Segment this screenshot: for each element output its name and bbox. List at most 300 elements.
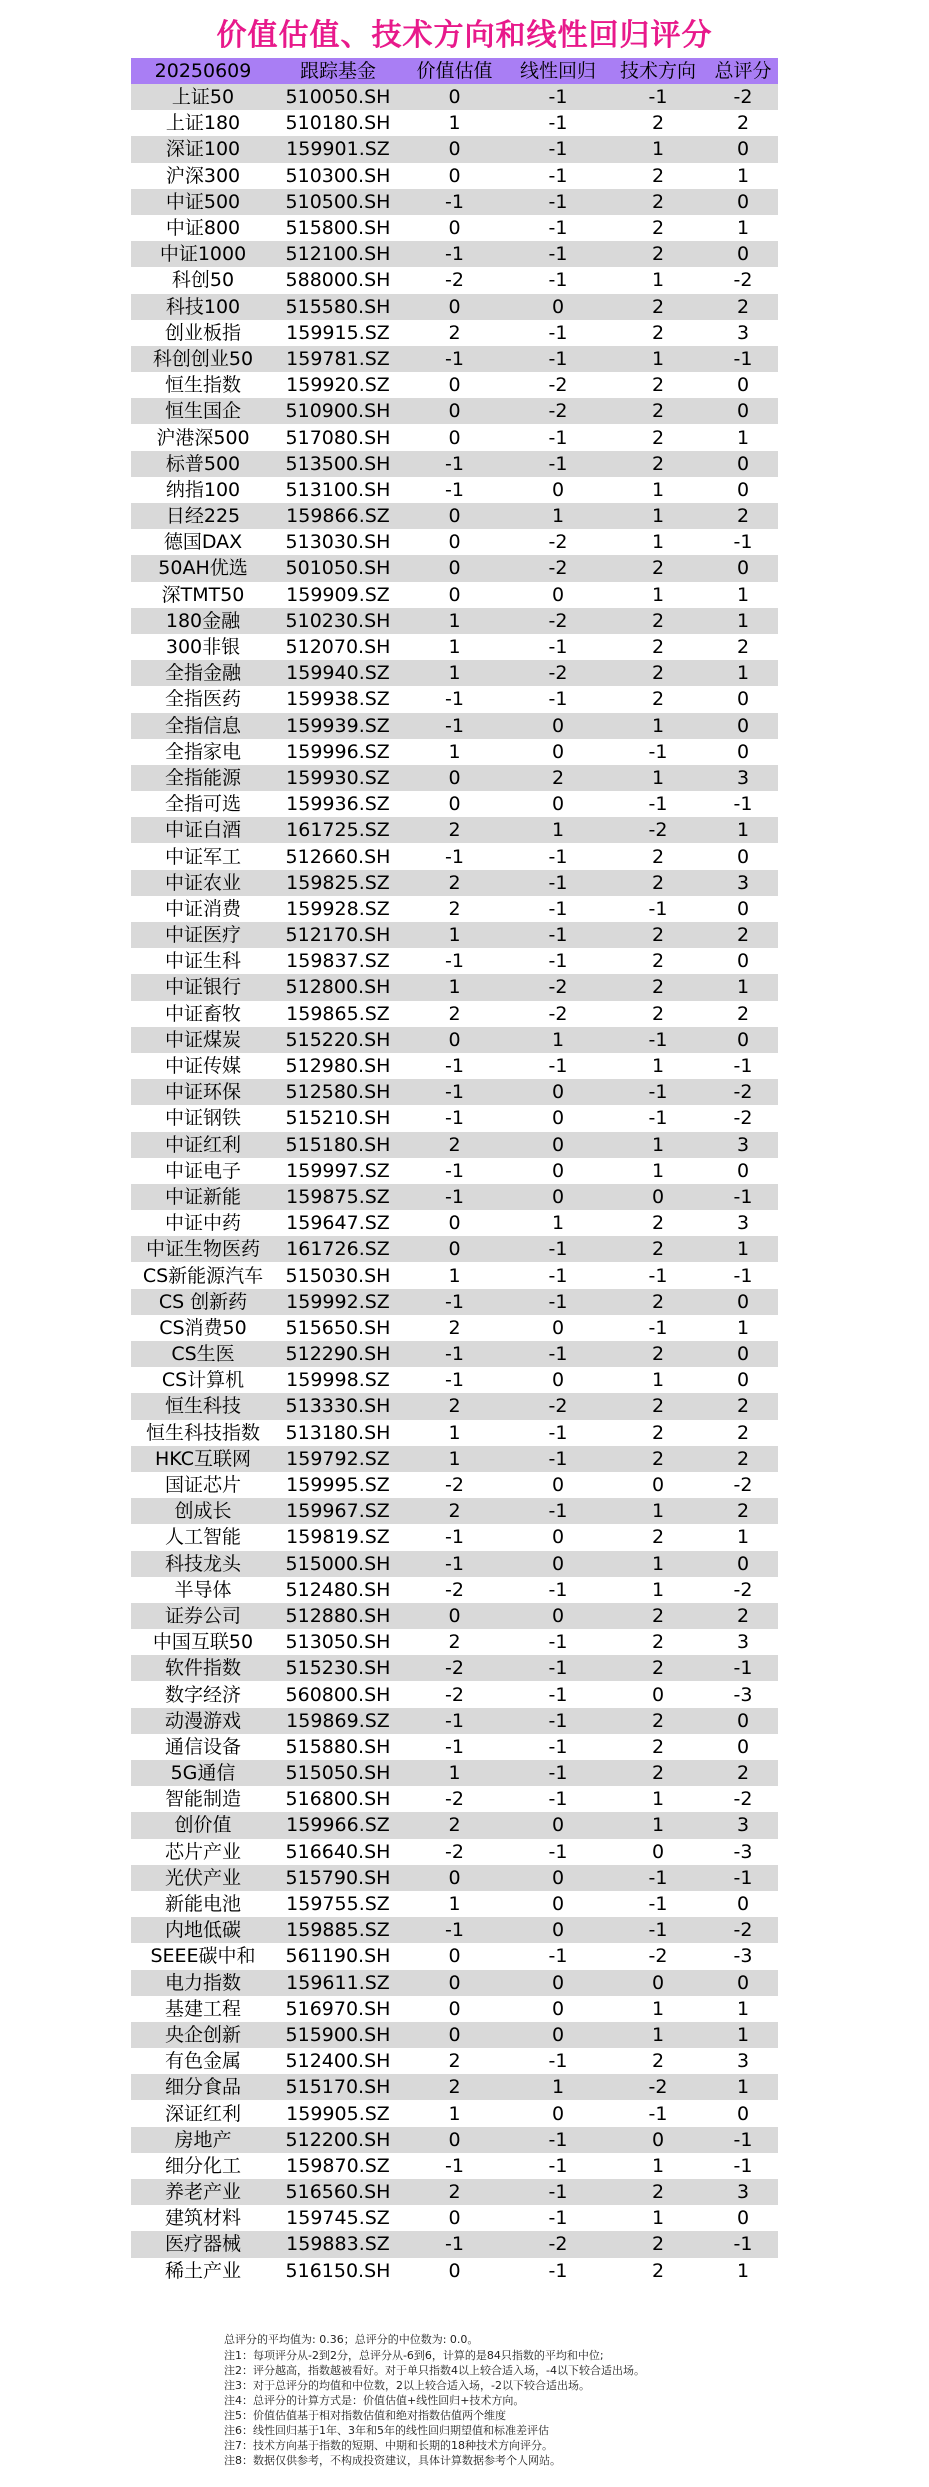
table-row: [131, 1105, 778, 1131]
valuation-cell: 2: [401, 1629, 508, 1655]
table-row: [131, 974, 778, 1000]
tech-direction-cell: 2: [608, 2048, 708, 2074]
tech-direction-cell: 1: [608, 503, 708, 529]
tech-direction-cell: 2: [608, 398, 708, 424]
fund-code-cell: 561190.SH: [275, 1943, 401, 1969]
valuation-cell: 0: [401, 1603, 508, 1629]
total-score-cell: 0: [708, 1341, 778, 1367]
regression-cell: -1: [508, 84, 608, 110]
table-row: [131, 1367, 778, 1393]
regression-cell: 1: [508, 1027, 608, 1053]
fund-code-cell: 159825.SZ: [275, 870, 401, 896]
tech-direction-cell: -1: [608, 1105, 708, 1131]
regression-cell: -1: [508, 1420, 608, 1446]
valuation-cell: 1: [401, 739, 508, 765]
fund-code-cell: 513500.SH: [275, 451, 401, 477]
regression-cell: 2: [508, 765, 608, 791]
tech-direction-cell: -1: [608, 739, 708, 765]
valuation-cell: 2: [401, 1132, 508, 1158]
table-row: [131, 398, 778, 424]
tech-direction-cell: 2: [608, 974, 708, 1000]
regression-cell: 0: [508, 2100, 608, 2126]
index-name-cell: 德国DAX: [131, 529, 275, 555]
total-score-cell: 1: [708, 424, 778, 450]
regression-cell: -1: [508, 1681, 608, 1707]
tech-direction-cell: 2: [608, 372, 708, 398]
table-row: [131, 713, 778, 739]
tech-direction-cell: 2: [608, 2179, 708, 2205]
total-score-cell: 1: [708, 2074, 778, 2100]
valuation-cell: 1: [401, 1446, 508, 1472]
valuation-cell: 0: [401, 2258, 508, 2284]
summary-line: 总评分的平均值为: 0.36；总评分的中位数为: 0.0。: [224, 2333, 479, 2346]
index-name-cell: 中证传媒: [131, 1053, 275, 1079]
total-score-cell: 2: [708, 1420, 778, 1446]
total-score-cell: 1: [708, 1315, 778, 1341]
index-name-cell: 中国互联50: [131, 1629, 275, 1655]
total-score-cell: 0: [708, 1289, 778, 1315]
tech-direction-cell: -1: [608, 84, 708, 110]
valuation-cell: 0: [401, 294, 508, 320]
footnote-line: 注8：数据仅供参考，不构成投资建议，具体计算数据参考个人网站。: [224, 2454, 561, 2467]
tech-direction-cell: 2: [608, 1446, 708, 1472]
index-name-cell: HKC互联网: [131, 1446, 275, 1472]
total-score-cell: 0: [708, 136, 778, 162]
index-name-cell: 中证白酒: [131, 817, 275, 843]
index-name-cell: 上证50: [131, 84, 275, 110]
valuation-cell: -1: [401, 686, 508, 712]
fund-code-cell: 159992.SZ: [275, 1289, 401, 1315]
fund-code-cell: 159967.SZ: [275, 1498, 401, 1524]
tech-direction-cell: 2: [608, 1236, 708, 1262]
index-name-cell: 中证500: [131, 189, 275, 215]
fund-code-cell: 515790.SH: [275, 1865, 401, 1891]
tech-direction-cell: 1: [608, 1551, 708, 1577]
tech-direction-cell: 2: [608, 1001, 708, 1027]
valuation-cell: -1: [401, 1524, 508, 1550]
index-name-cell: 恒生国企: [131, 398, 275, 424]
fund-code-cell: 516150.SH: [275, 2258, 401, 2284]
table-row: [131, 1524, 778, 1550]
fund-code-cell: 515900.SH: [275, 2022, 401, 2048]
index-name-cell: 人工智能: [131, 1524, 275, 1550]
tech-direction-cell: 1: [608, 2022, 708, 2048]
valuation-cell: 1: [401, 1760, 508, 1786]
table-row: [131, 1027, 778, 1053]
valuation-cell: 1: [401, 922, 508, 948]
valuation-cell: -1: [401, 843, 508, 869]
valuation-cell: -1: [401, 2153, 508, 2179]
table-row: [131, 817, 778, 843]
total-score-cell: 2: [708, 922, 778, 948]
regression-cell: -1: [508, 1734, 608, 1760]
fund-code-cell: 516800.SH: [275, 1786, 401, 1812]
index-name-cell: 中证800: [131, 215, 275, 241]
fund-code-cell: 515180.SH: [275, 1132, 401, 1158]
index-name-cell: 稀土产业: [131, 2258, 275, 2284]
index-name-cell: 光伏产业: [131, 1865, 275, 1891]
table-row: [131, 110, 778, 136]
fund-code-cell: 512200.SH: [275, 2127, 401, 2153]
table-row: [131, 1891, 778, 1917]
total-score-cell: 1: [708, 1236, 778, 1262]
total-score-cell: 3: [708, 1132, 778, 1158]
total-score-cell: 1: [708, 1996, 778, 2022]
index-name-cell: 中证畜牧: [131, 1001, 275, 1027]
regression-cell: -1: [508, 634, 608, 660]
tech-direction-cell: 2: [608, 1603, 708, 1629]
table-row: [131, 2074, 778, 2100]
fund-code-cell: 515800.SH: [275, 215, 401, 241]
total-score-cell: 2: [708, 1498, 778, 1524]
index-name-cell: CS计算机: [131, 1367, 275, 1393]
fund-code-cell: 513330.SH: [275, 1393, 401, 1419]
table-row: [131, 765, 778, 791]
total-score-cell: -1: [708, 1655, 778, 1681]
valuation-cell: 2: [401, 1001, 508, 1027]
valuation-cell: 0: [401, 555, 508, 581]
regression-cell: 0: [508, 713, 608, 739]
index-name-cell: 纳指100: [131, 477, 275, 503]
total-score-cell: 0: [708, 948, 778, 974]
fund-code-cell: 159920.SZ: [275, 372, 401, 398]
valuation-cell: 2: [401, 896, 508, 922]
index-name-cell: 中证红利: [131, 1132, 275, 1158]
regression-cell: -1: [508, 948, 608, 974]
index-name-cell: 创价值: [131, 1812, 275, 1838]
index-name-cell: 建筑材料: [131, 2205, 275, 2231]
index-name-cell: 电力指数: [131, 1970, 275, 1996]
table-row: [131, 1446, 778, 1472]
regression-cell: -1: [508, 686, 608, 712]
valuation-cell: 1: [401, 608, 508, 634]
tech-direction-cell: 0: [608, 1839, 708, 1865]
fund-code-cell: 515000.SH: [275, 1551, 401, 1577]
regression-cell: -1: [508, 2179, 608, 2205]
valuation-cell: 0: [401, 791, 508, 817]
total-score-cell: 3: [708, 2179, 778, 2205]
regression-cell: -1: [508, 241, 608, 267]
table-row: [131, 1001, 778, 1027]
total-score-cell: 1: [708, 817, 778, 843]
index-name-cell: CS 创新药: [131, 1289, 275, 1315]
total-score-cell: 0: [708, 686, 778, 712]
header-date: 20250609: [131, 58, 275, 84]
index-name-cell: 细分化工: [131, 2153, 275, 2179]
total-score-cell: -1: [708, 2231, 778, 2257]
regression-cell: -1: [508, 1053, 608, 1079]
fund-code-cell: 512980.SH: [275, 1053, 401, 1079]
fund-code-cell: 159915.SZ: [275, 320, 401, 346]
tech-direction-cell: 1: [608, 1367, 708, 1393]
index-name-cell: 中证军工: [131, 843, 275, 869]
table-row: [131, 1498, 778, 1524]
regression-cell: -1: [508, 843, 608, 869]
regression-cell: -1: [508, 2127, 608, 2153]
valuation-cell: -2: [401, 1577, 508, 1603]
total-score-cell: 2: [708, 503, 778, 529]
regression-cell: 0: [508, 1079, 608, 1105]
regression-cell: -1: [508, 1446, 608, 1472]
index-name-cell: 基建工程: [131, 1996, 275, 2022]
fund-code-cell: 159869.SZ: [275, 1708, 401, 1734]
index-name-cell: 养老产业: [131, 2179, 275, 2205]
fund-code-cell: 159997.SZ: [275, 1158, 401, 1184]
table-row: [131, 451, 778, 477]
regression-cell: -2: [508, 974, 608, 1000]
fund-code-cell: 159928.SZ: [275, 896, 401, 922]
index-name-cell: 日经225: [131, 503, 275, 529]
regression-cell: 1: [508, 817, 608, 843]
table-row: [131, 634, 778, 660]
valuation-cell: 0: [401, 215, 508, 241]
regression-cell: -1: [508, 267, 608, 293]
fund-code-cell: 159870.SZ: [275, 2153, 401, 2179]
total-score-cell: 0: [708, 451, 778, 477]
total-score-cell: 0: [708, 2100, 778, 2126]
regression-cell: -1: [508, 1262, 608, 1288]
regression-cell: -1: [508, 215, 608, 241]
fund-code-cell: 159940.SZ: [275, 660, 401, 686]
index-name-cell: 芯片产业: [131, 1839, 275, 1865]
index-name-cell: 沪港深500: [131, 424, 275, 450]
tech-direction-cell: -1: [608, 1262, 708, 1288]
total-score-cell: 1: [708, 1524, 778, 1550]
valuation-cell: -2: [401, 267, 508, 293]
tech-direction-cell: 1: [608, 1996, 708, 2022]
regression-cell: 0: [508, 1184, 608, 1210]
table-body: [131, 84, 778, 2284]
valuation-cell: 2: [401, 1812, 508, 1838]
fund-code-cell: 159996.SZ: [275, 739, 401, 765]
valuation-cell: 0: [401, 582, 508, 608]
table-row: [131, 2127, 778, 2153]
regression-cell: -1: [508, 2153, 608, 2179]
tech-direction-cell: 2: [608, 320, 708, 346]
regression-cell: -2: [508, 1001, 608, 1027]
table-row: [131, 870, 778, 896]
footnote-line: 注7：技术方向基于指数的短期、中期和长期的18种技术方向评分。: [224, 2439, 553, 2452]
table-row: [131, 1917, 778, 1943]
table-row: [131, 1079, 778, 1105]
index-name-cell: 科技龙头: [131, 1551, 275, 1577]
total-score-cell: 0: [708, 1970, 778, 1996]
fund-code-cell: 510180.SH: [275, 110, 401, 136]
regression-cell: 0: [508, 1105, 608, 1131]
total-score-cell: 3: [708, 1629, 778, 1655]
index-name-cell: 中证银行: [131, 974, 275, 1000]
table-row: [131, 1236, 778, 1262]
regression-cell: 1: [508, 2074, 608, 2100]
fund-code-cell: 512580.SH: [275, 1079, 401, 1105]
table-row: [131, 136, 778, 162]
table-row: [131, 1708, 778, 1734]
valuation-cell: 0: [401, 1996, 508, 2022]
table-row: [131, 1996, 778, 2022]
fund-code-cell: 515170.SH: [275, 2074, 401, 2100]
total-score-cell: 3: [708, 1210, 778, 1236]
total-score-cell: 0: [708, 241, 778, 267]
footnote-line: 注4：总评分的计算方式是：价值估值+线性回归+技术方向。: [224, 2394, 525, 2407]
total-score-cell: -1: [708, 1262, 778, 1288]
footnote-line: 注6：线性回归基于1年、3年和5年的线性回归期望值和标准差评估: [224, 2424, 549, 2437]
table-row: [131, 1262, 778, 1288]
regression-cell: 0: [508, 1917, 608, 1943]
index-name-cell: 5G通信: [131, 1760, 275, 1786]
table-row: [131, 503, 778, 529]
index-name-cell: 医疗器械: [131, 2231, 275, 2257]
regression-cell: -1: [508, 424, 608, 450]
valuation-cell: -1: [401, 1184, 508, 1210]
table-row: [131, 84, 778, 110]
table-row: [131, 660, 778, 686]
regression-cell: -1: [508, 2258, 608, 2284]
tech-direction-cell: -1: [608, 1917, 708, 1943]
table-row: [131, 1420, 778, 1446]
total-score-cell: -1: [708, 791, 778, 817]
total-score-cell: 0: [708, 843, 778, 869]
index-name-cell: 全指医药: [131, 686, 275, 712]
total-score-cell: 2: [708, 294, 778, 320]
regression-cell: -2: [508, 372, 608, 398]
fund-code-cell: 512880.SH: [275, 1603, 401, 1629]
fund-code-cell: 159938.SZ: [275, 686, 401, 712]
regression-cell: 0: [508, 739, 608, 765]
tech-direction-cell: -1: [608, 1079, 708, 1105]
regression-cell: -1: [508, 451, 608, 477]
regression-cell: -2: [508, 1393, 608, 1419]
total-score-cell: -2: [708, 267, 778, 293]
table-row: [131, 843, 778, 869]
index-name-cell: 半导体: [131, 1577, 275, 1603]
regression-cell: 0: [508, 1603, 608, 1629]
regression-cell: 0: [508, 1132, 608, 1158]
table-row: [131, 372, 778, 398]
index-name-cell: 动漫游戏: [131, 1708, 275, 1734]
index-name-cell: 全指信息: [131, 713, 275, 739]
tech-direction-cell: 2: [608, 1420, 708, 1446]
table-row: [131, 1839, 778, 1865]
index-name-cell: 中证医疗: [131, 922, 275, 948]
regression-cell: -1: [508, 1708, 608, 1734]
regression-cell: -2: [508, 660, 608, 686]
index-name-cell: 创成长: [131, 1498, 275, 1524]
tech-direction-cell: 0: [608, 1472, 708, 1498]
fund-code-cell: 512800.SH: [275, 974, 401, 1000]
header-total-score: 总评分: [708, 58, 778, 84]
valuation-cell: -1: [401, 713, 508, 739]
tech-direction-cell: 1: [608, 1132, 708, 1158]
table-row: [131, 1393, 778, 1419]
tech-direction-cell: 2: [608, 2231, 708, 2257]
fund-code-cell: 159781.SZ: [275, 346, 401, 372]
fund-code-cell: 513180.SH: [275, 1420, 401, 1446]
fund-code-cell: 512400.SH: [275, 2048, 401, 2074]
table-row: [131, 163, 778, 189]
tech-direction-cell: 2: [608, 241, 708, 267]
index-name-cell: 恒生科技: [131, 1393, 275, 1419]
fund-code-cell: 159875.SZ: [275, 1184, 401, 1210]
valuation-cell: 2: [401, 2048, 508, 2074]
total-score-cell: 0: [708, 477, 778, 503]
tech-direction-cell: 2: [608, 634, 708, 660]
total-score-cell: -1: [708, 346, 778, 372]
regression-cell: -1: [508, 1655, 608, 1681]
valuation-cell: 2: [401, 320, 508, 346]
valuation-cell: 1: [401, 110, 508, 136]
regression-cell: 0: [508, 791, 608, 817]
total-score-cell: 2: [708, 1760, 778, 1786]
fund-code-cell: 513050.SH: [275, 1629, 401, 1655]
table-row: [131, 294, 778, 320]
index-name-cell: 恒生科技指数: [131, 1420, 275, 1446]
index-name-cell: 证券公司: [131, 1603, 275, 1629]
tech-direction-cell: 1: [608, 1812, 708, 1838]
regression-cell: 0: [508, 1891, 608, 1917]
table-row: [131, 2258, 778, 2284]
regression-cell: -1: [508, 2205, 608, 2231]
valuation-cell: 0: [401, 2127, 508, 2153]
regression-cell: -1: [508, 896, 608, 922]
total-score-cell: 0: [708, 896, 778, 922]
regression-cell: 0: [508, 1315, 608, 1341]
valuation-cell: -2: [401, 1786, 508, 1812]
tech-direction-cell: 2: [608, 215, 708, 241]
valuation-cell: 0: [401, 503, 508, 529]
fund-code-cell: 515230.SH: [275, 1655, 401, 1681]
valuation-cell: 2: [401, 817, 508, 843]
valuation-cell: -2: [401, 1839, 508, 1865]
table-row: [131, 1132, 778, 1158]
valuation-cell: -1: [401, 346, 508, 372]
tech-direction-cell: 2: [608, 424, 708, 450]
total-score-cell: 2: [708, 634, 778, 660]
index-name-cell: 全指金融: [131, 660, 275, 686]
tech-direction-cell: 2: [608, 1734, 708, 1760]
footnotes: [224, 2332, 824, 2468]
fund-code-cell: 159837.SZ: [275, 948, 401, 974]
fund-code-cell: 513100.SH: [275, 477, 401, 503]
table-row: [131, 1943, 778, 1969]
tech-direction-cell: 2: [608, 1210, 708, 1236]
total-score-cell: 0: [708, 1708, 778, 1734]
total-score-cell: 3: [708, 870, 778, 896]
fund-code-cell: 516640.SH: [275, 1839, 401, 1865]
fund-code-cell: 159939.SZ: [275, 713, 401, 739]
total-score-cell: -1: [708, 2153, 778, 2179]
tech-direction-cell: 1: [608, 1158, 708, 1184]
tech-direction-cell: 2: [608, 1289, 708, 1315]
valuation-cell: -1: [401, 1708, 508, 1734]
table-row: [131, 896, 778, 922]
tech-direction-cell: 1: [608, 346, 708, 372]
total-score-cell: -3: [708, 1681, 778, 1707]
total-score-cell: -2: [708, 84, 778, 110]
regression-cell: -1: [508, 870, 608, 896]
table-row: [131, 1812, 778, 1838]
tech-direction-cell: -1: [608, 1027, 708, 1053]
total-score-cell: -1: [708, 2127, 778, 2153]
tech-direction-cell: -1: [608, 896, 708, 922]
total-score-cell: 3: [708, 765, 778, 791]
valuation-cell: -1: [401, 1341, 508, 1367]
fund-code-cell: 159819.SZ: [275, 1524, 401, 1550]
valuation-cell: 0: [401, 1027, 508, 1053]
regression-cell: 1: [508, 503, 608, 529]
fund-code-cell: 510500.SH: [275, 189, 401, 215]
valuation-cell: -1: [401, 1917, 508, 1943]
index-name-cell: 中证钢铁: [131, 1105, 275, 1131]
